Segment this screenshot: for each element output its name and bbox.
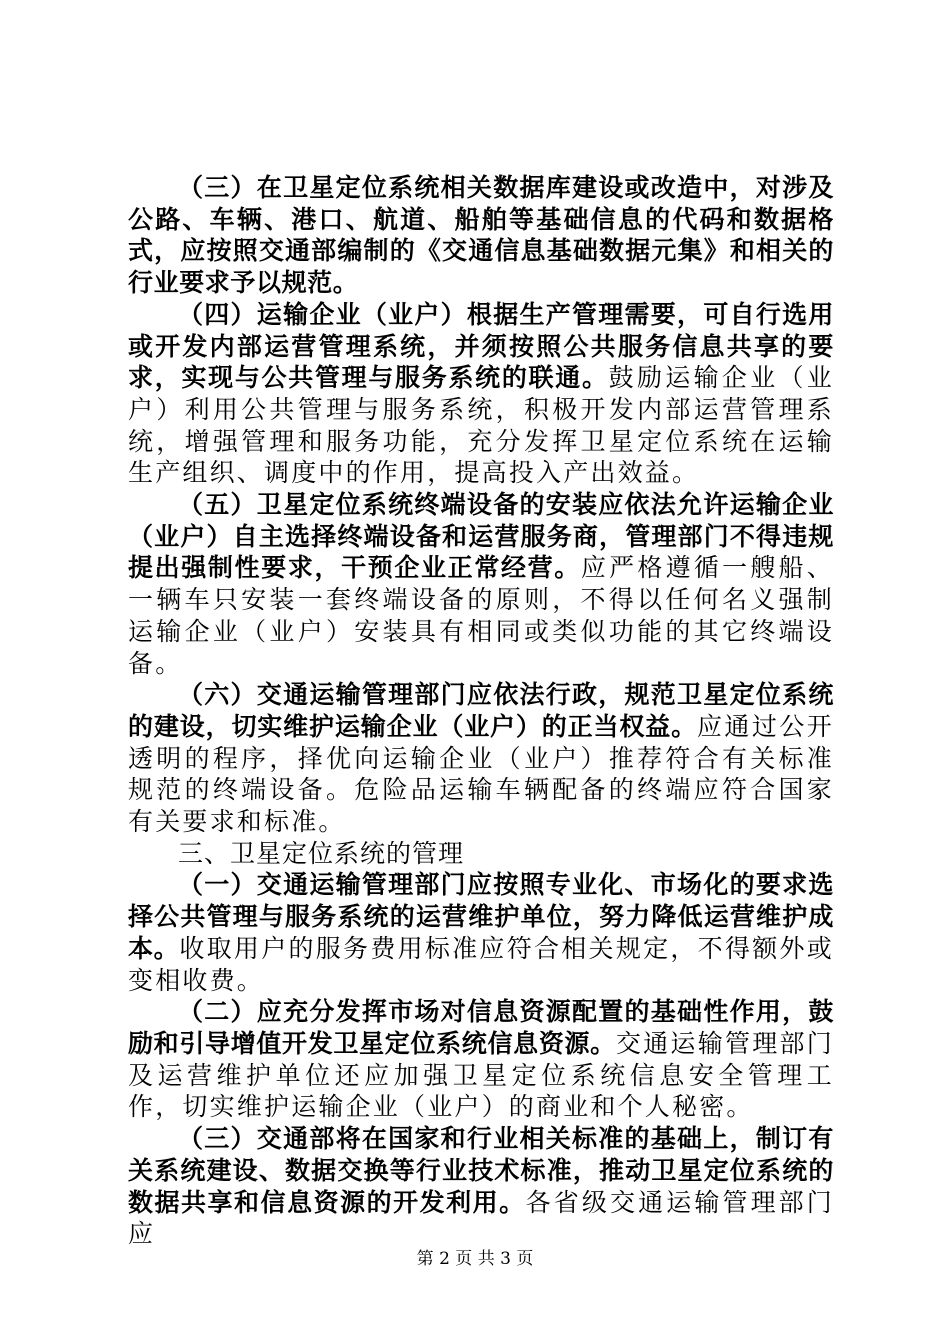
- paragraph-normal-text: 鼓励运输企业（业户）利用公共管理与服务系统，积极开发内部运营管理系统，增强管理和服务功能，充分发挥卫星定位系统在运输生产组织、调度中的作用，提高投入产出效益。: [128, 363, 834, 488]
- paragraph-5: [128, 489, 834, 679]
- paragraph-normal-text: 应通过公开透明的程序，择优向运输企业（业户）推荐符合有关标准规范的终端设备。危险品运输车辆配备的终端应符合国家有关要求和标准。: [128, 711, 834, 837]
- paragraph-normal-text: 应严格遵循一艘船、一辆车只安装一套终端设备的原则，不得以任何名义强制运输企业（业户）安装具有相同或类似功能的其它终端设备。: [128, 553, 834, 678]
- paragraph-3: [128, 172, 834, 299]
- page-number-footer: 第 2 页 共 3 页: [416, 1249, 534, 1269]
- section-paragraph-3: [128, 1123, 834, 1250]
- paragraph-bold-text: （四）运输企业（业户）根据生产管理需要，可自行选用或开发内部运营管理系统，并须按照公共服务信息共享的要求，实现与公共管理与服务系统的联通。: [128, 299, 834, 393]
- paragraph-bold-text: （五）卫星定位系统终端设备的安装应依法允许运输企业（业户）自主选择终端设备和运营服务商，管理部门不得违规提出强制性要求，干预企业正常经营。: [128, 490, 834, 583]
- paragraph-normal-text: 交通运输管理部门及运营维护单位还应加强卫星定位系统信息安全管理工作，切实维护运输企业（业户）的商业和个人秘密。: [128, 1028, 834, 1122]
- paragraph-normal-text: 收取用户的服务费用标准应符合相关规定，不得额外或变相收费。: [128, 933, 834, 995]
- section-heading: 三、卫星定位系统的管理: [178, 838, 465, 868]
- paragraph-bold-text: （三）交通部将在国家和行业相关标准的基础上，制订有关系统建设、数据交换等行业技术标准，推动卫星定位系统的数据共享和信息资源的开发利用。: [128, 1124, 834, 1217]
- paragraph-bold-text: （一）交通运输管理部门应按照专业化、市场化的要求选择公共管理与服务系统的运营维护单位，努力降低运营维护成本。: [128, 870, 834, 963]
- paragraph-normal-text: 各省级交通运输管理部门应: [128, 1187, 834, 1249]
- document-body: [128, 172, 834, 1250]
- paragraph-bold-text: （二）应充分发挥市场对信息资源配置的基础性作用，鼓励和引导增值开发卫星定位系统信息资源。: [128, 997, 834, 1058]
- section-paragraph-2: [128, 996, 834, 1123]
- paragraph-bold-text: （三）在卫星定位系统相关数据库建设或改造中，对涉及公路、车辆、港口、航道、船舶等基础信息的代码和数据格式，应按照交通部编制的《交通信息基础数据元集》和相关的行业要求予以规范。: [128, 173, 834, 298]
- paragraph-4: [128, 299, 834, 489]
- section-paragraph-1: [128, 869, 834, 996]
- paragraph-6: [128, 679, 834, 838]
- paragraph-bold-text: （六）交通运输管理部门应依法行政，规范卫星定位系统的建设，切实维护运输企业（业户）的正当权益。: [128, 680, 834, 741]
